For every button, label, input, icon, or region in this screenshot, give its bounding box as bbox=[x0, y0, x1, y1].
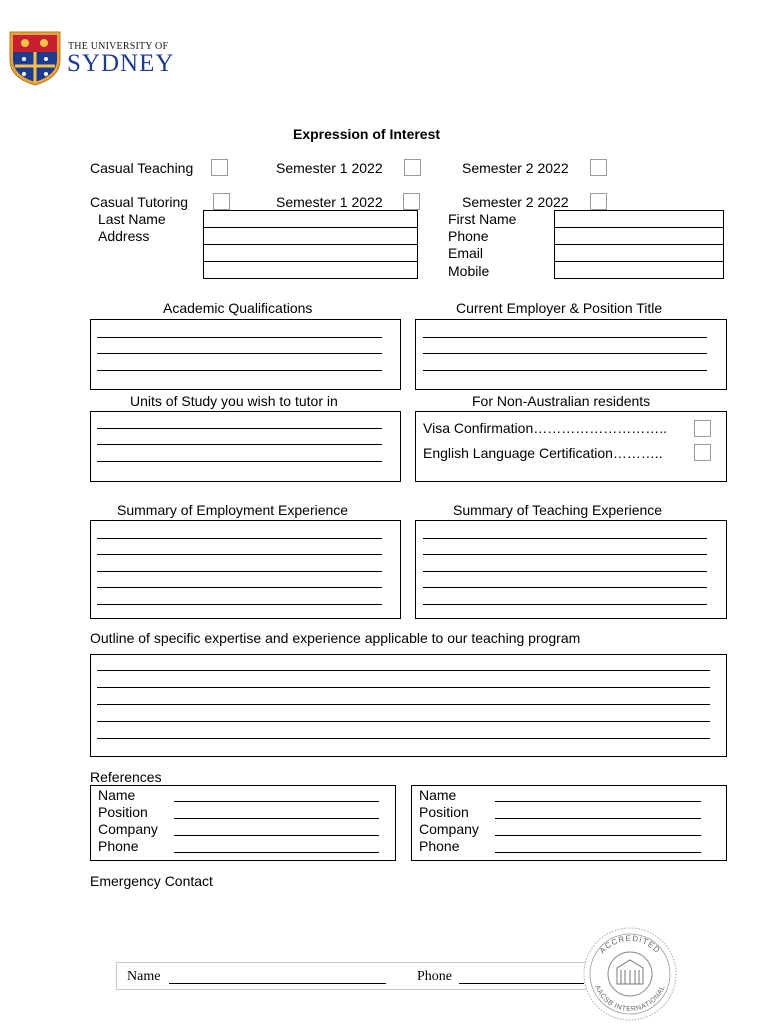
teaching-summary-heading: Summary of Teaching Experience bbox=[453, 502, 663, 518]
emergency-contact-box bbox=[116, 962, 588, 990]
first-name-field[interactable] bbox=[554, 210, 724, 228]
phone-label: Phone bbox=[448, 228, 489, 244]
first-name-label: First Name bbox=[448, 211, 517, 227]
address-label: Address bbox=[98, 228, 150, 244]
ref2-phone-label: Phone bbox=[419, 838, 460, 854]
non-australian-heading: For Non-Australian residents bbox=[472, 393, 651, 409]
teaching-semester2-label: Semester 2 2022 bbox=[462, 160, 569, 176]
last-name-field[interactable] bbox=[203, 210, 418, 228]
current-employer-heading: Current Employer & Position Title bbox=[456, 300, 663, 316]
ref1-company-line[interactable] bbox=[174, 835, 379, 836]
university-logo bbox=[8, 30, 173, 86]
seal-top-text: ACCREDITED bbox=[597, 933, 663, 956]
mobile-label: Mobile bbox=[448, 263, 490, 279]
ref1-phone-line[interactable] bbox=[174, 852, 379, 853]
ref1-name-label: Name bbox=[98, 787, 136, 803]
ref1-company-label: Company bbox=[98, 821, 158, 837]
casual-teaching-label: Casual Teaching bbox=[90, 160, 194, 176]
reference-2-box bbox=[411, 785, 727, 861]
accreditation-seal-icon bbox=[575, 924, 685, 1024]
ref2-name-label: Name bbox=[419, 787, 457, 803]
tutoring-semester1-checkbox[interactable] bbox=[403, 193, 420, 210]
english-certification-checkbox[interactable] bbox=[694, 444, 711, 461]
ref1-position-line[interactable] bbox=[174, 818, 379, 819]
emergency-name-label: Name bbox=[127, 969, 161, 984]
form-title: Expression of Interest bbox=[293, 126, 441, 142]
tutoring-semester2-label: Semester 2 2022 bbox=[462, 194, 569, 210]
teaching-semester1-label: Semester 1 2022 bbox=[276, 160, 383, 176]
mobile-field[interactable] bbox=[554, 261, 724, 279]
ref2-position-label: Position bbox=[419, 804, 469, 820]
references-heading: References bbox=[90, 769, 162, 785]
ref2-company-label: Company bbox=[419, 821, 479, 837]
teaching-summary-box[interactable] bbox=[415, 520, 727, 619]
last-name-label: Last Name bbox=[98, 211, 166, 227]
ref1-name-line[interactable] bbox=[174, 801, 379, 802]
units-of-study-heading: Units of Study you wish to tutor in bbox=[130, 393, 338, 409]
emergency-name-line[interactable] bbox=[169, 983, 386, 984]
casual-teaching-checkbox[interactable] bbox=[211, 159, 228, 176]
ref1-phone-label: Phone bbox=[98, 838, 139, 854]
tutoring-semester1-label: Semester 1 2022 bbox=[276, 194, 383, 210]
casual-tutoring-label: Casual Tutoring bbox=[90, 194, 189, 210]
logo-line1: THE UNIVERSITY OF bbox=[68, 41, 169, 52]
academic-qualifications-heading: Academic Qualifications bbox=[163, 300, 313, 316]
teaching-semester1-checkbox[interactable] bbox=[404, 159, 421, 176]
logo-line2: SYDNEY bbox=[67, 50, 175, 77]
seal-bottom-text: AACSB INTERNATIONAL bbox=[593, 984, 667, 1014]
units-of-study-box[interactable] bbox=[90, 411, 401, 482]
visa-confirmation-checkbox[interactable] bbox=[694, 420, 711, 437]
outline-box[interactable] bbox=[90, 654, 727, 757]
ref2-phone-line[interactable] bbox=[495, 852, 701, 853]
university-crest-icon bbox=[8, 30, 62, 86]
email-field[interactable] bbox=[554, 244, 724, 262]
english-certification-label: English Language Certification……….. bbox=[423, 445, 663, 461]
phone-field[interactable] bbox=[554, 227, 724, 245]
teaching-semester2-checkbox[interactable] bbox=[590, 159, 607, 176]
ref2-name-line[interactable] bbox=[495, 801, 701, 802]
academic-qualifications-box[interactable] bbox=[90, 319, 401, 390]
email-label: Email bbox=[448, 245, 484, 261]
ref1-position-label: Position bbox=[98, 804, 148, 820]
non-australian-box bbox=[415, 411, 727, 482]
address-field-3[interactable] bbox=[203, 261, 418, 279]
outline-heading: Outline of specific expertise and experience applicable to our teaching program bbox=[90, 630, 581, 646]
address-field-2[interactable] bbox=[203, 244, 418, 262]
employment-summary-heading: Summary of Employment Experience bbox=[117, 502, 349, 518]
emergency-phone-label: Phone bbox=[417, 969, 452, 984]
visa-confirmation-label: Visa Confirmation……………………….. bbox=[423, 420, 668, 436]
ref2-company-line[interactable] bbox=[495, 835, 701, 836]
emergency-contact-heading: Emergency Contact bbox=[90, 873, 213, 889]
emergency-phone-line[interactable] bbox=[459, 983, 584, 984]
ref2-position-line[interactable] bbox=[495, 818, 701, 819]
tutoring-semester2-checkbox[interactable] bbox=[590, 193, 607, 210]
current-employer-box[interactable] bbox=[415, 319, 727, 390]
address-field-1[interactable] bbox=[203, 227, 418, 245]
casual-tutoring-checkbox[interactable] bbox=[213, 193, 230, 210]
reference-1-box bbox=[90, 785, 396, 861]
employment-summary-box[interactable] bbox=[90, 520, 401, 619]
